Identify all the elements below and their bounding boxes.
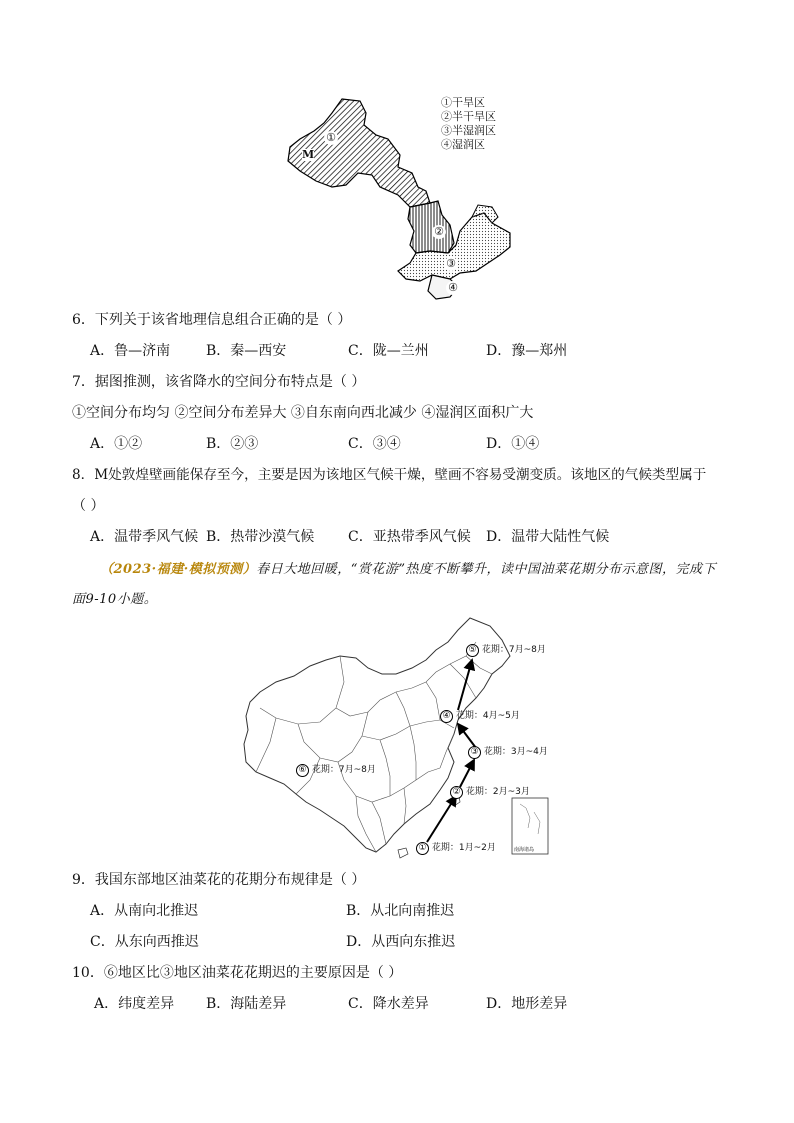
flowering-point-1 — [416, 840, 496, 855]
option-b[interactable]: B．海陆差异 — [206, 996, 287, 1012]
option-c[interactable]: C．降水差异 — [348, 996, 429, 1012]
option-b[interactable]: B．秦—西安 — [206, 343, 287, 359]
point-marker: ③ — [468, 746, 481, 759]
point-marker: ⑤ — [466, 644, 479, 657]
option-d[interactable]: D．温带大陆性气候 — [486, 529, 610, 545]
china-flowering-map — [240, 612, 560, 862]
question-10-stem: 10．⑥地区比③地区油菜花花期迟的主要原因是（ ） — [72, 965, 403, 981]
arrow-2-3 — [460, 760, 474, 787]
point-label: 花期：7月~8月 — [481, 645, 546, 655]
question-8-options — [90, 527, 710, 547]
question-7-stem: 7．据图推测，该省降水的空间分布特点是（ ） — [72, 374, 366, 390]
option-d[interactable]: D．地形差异 — [486, 996, 568, 1012]
option-c[interactable]: C．陇—兰州 — [348, 343, 429, 359]
map-legend — [441, 96, 496, 152]
legend-item: ②半干旱区 — [441, 110, 496, 123]
option-c[interactable]: C．③④ — [348, 436, 401, 452]
inset-label: 南海诸岛 — [514, 847, 535, 853]
option-d[interactable]: D．豫—郑州 — [486, 343, 568, 359]
zone-label-m: M — [302, 148, 315, 161]
option-d[interactable]: D．从西向东推迟 — [346, 934, 456, 950]
question-9-options-row-2 — [90, 932, 710, 952]
intro-line-2: 面9-10小题。 — [72, 592, 158, 607]
option-c[interactable]: C．亚热带季风气候 — [348, 529, 471, 545]
option-a[interactable]: A．温带季风气候 — [90, 529, 199, 545]
option-a[interactable]: A．鲁—济南 — [90, 343, 171, 359]
flowering-point-2 — [450, 784, 530, 799]
point-marker: ④ — [440, 710, 453, 723]
source-tag: （2023·福建·模拟预测） — [100, 562, 257, 577]
zone-label-2: ② — [432, 225, 446, 239]
option-a[interactable]: A．纬度差异 — [94, 996, 175, 1012]
legend-item: ①干旱区 — [441, 96, 485, 109]
point-marker: ② — [450, 786, 463, 799]
flowering-point-4 — [440, 708, 520, 723]
question-6-stem: 6．下列关于该省地理信息组合正确的是（ ） — [72, 312, 352, 328]
question-10-options — [94, 994, 714, 1014]
zone-label-4: ④ — [446, 281, 460, 295]
intro-line-1 — [100, 560, 716, 580]
option-b[interactable]: B．从北向南推迟 — [346, 903, 455, 919]
question-8-stem: 8．M处敦煌壁画能保存至今，主要是因为该地区气候干燥，壁画不容易受潮变质。该地区的气候类型属于 — [72, 467, 707, 483]
question-7-options — [90, 434, 710, 454]
flowering-point-6 — [296, 762, 376, 777]
intro-text: 春日大地回暖，“赏花游”热度不断攀升，读中国油菜花期分布示意图，完成下 — [256, 562, 717, 577]
legend-item: ④湿润区 — [441, 138, 485, 151]
point-marker: ① — [416, 842, 429, 855]
point-label: 花期：1月~2月 — [431, 843, 496, 853]
option-d[interactable]: D．①④ — [486, 436, 540, 452]
point-label: 花期：3月~4月 — [483, 747, 548, 757]
option-a[interactable]: A．①② — [90, 436, 143, 452]
zone-label-1: ① — [324, 131, 338, 145]
option-b[interactable]: B．热带沙漠气候 — [206, 529, 315, 545]
point-label: 花期：4月~5月 — [455, 711, 520, 721]
option-c[interactable]: C．从东向西推迟 — [90, 934, 199, 950]
question-9-options-row-1 — [90, 901, 710, 921]
flowering-point-5 — [466, 642, 546, 657]
point-label: 花期：7月~8月 — [311, 765, 376, 775]
question-7-statements: ①空间分布均匀 ②空间分布差异大 ③自东南向西北减少 ④湿润区面积广大 — [72, 405, 534, 421]
point-marker: ⑥ — [296, 764, 309, 777]
zone-semi-arid — [408, 201, 454, 253]
point-label: 花期：2月~3月 — [465, 787, 530, 797]
question-6-options — [90, 341, 710, 361]
question-9-stem: 9．我国东部地区油菜花的花期分布规律是（ ） — [72, 872, 366, 888]
option-a[interactable]: A．从南向北推迟 — [90, 903, 199, 919]
flowering-point-3 — [468, 744, 548, 759]
zone-label-3: ③ — [444, 257, 458, 271]
question-8-stem-paren: （ ） — [72, 498, 105, 514]
legend-item: ③半湿润区 — [441, 124, 496, 137]
option-b[interactable]: B．②③ — [206, 436, 259, 452]
